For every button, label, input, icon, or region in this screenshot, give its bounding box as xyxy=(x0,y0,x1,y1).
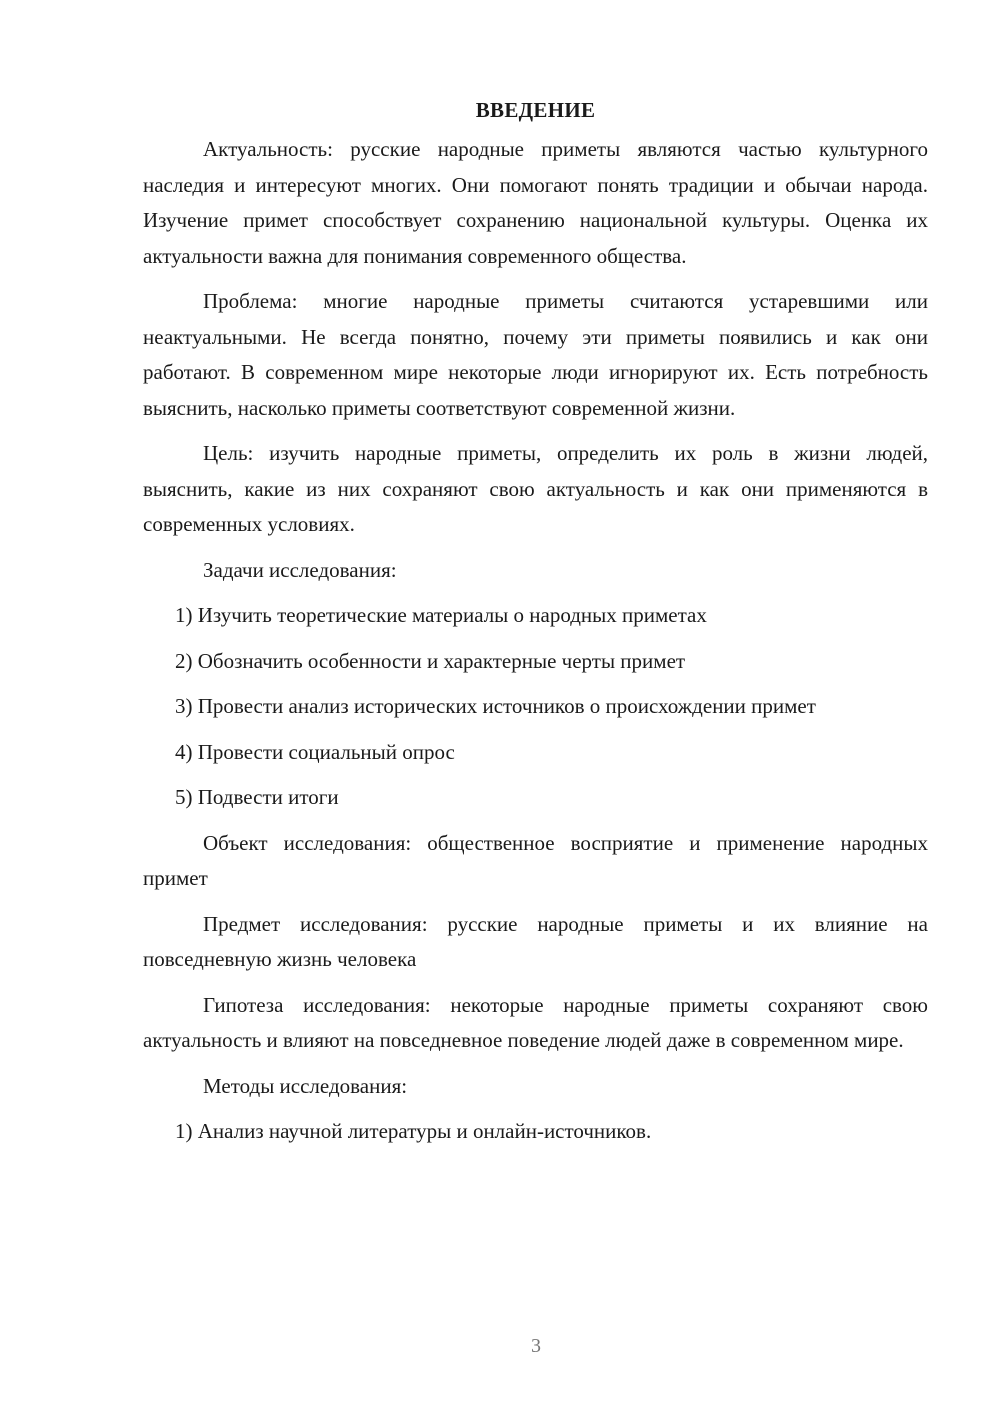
page-number: 3 xyxy=(531,1335,541,1357)
page-content xyxy=(143,92,928,1160)
task-item-5: 5) Подвести итоги xyxy=(175,785,339,809)
method-item-1: 1) Анализ научной литературы и онлайн-источников. xyxy=(175,1119,652,1143)
tasks-heading: Задачи исследования: xyxy=(203,557,397,582)
methods-heading: Методы исследования: xyxy=(203,1073,408,1098)
subject-paragraph: Предмет исследования: русские народные приметы и их влияние на повседневную жизнь человека xyxy=(143,911,928,971)
hypothesis-paragraph: Гипотеза исследования: некоторые народные приметы сохраняют свою актуальность и влияют на повседневное поведение людей даже в современном мире. xyxy=(143,992,928,1052)
task-item-3: 3) Провести анализ исторических источников о происхождении примет xyxy=(175,694,816,718)
object-paragraph: Объект исследования: общественное восприятие и применение народных примет xyxy=(143,830,928,890)
task-item-1: 1) Изучить теоретические материалы о народных приметах xyxy=(175,603,707,627)
goal-paragraph: Цель: изучить народные приметы, определить их роль в жизни людей, выяснить, какие из них сохраняют свою актуальность и как они применяются в современных условиях. xyxy=(143,441,928,536)
relevance-paragraph: Актуальность: русские народные приметы являются частью культурного наследия и интересуют многих. Они помогают понять традиции и обычаи народа. Изучение примет способствует сохранению национальной культуры. Оценка их актуальности важна для понимания современного общества. xyxy=(143,137,928,268)
task-item-2: 2) Обозначить особенности и характерные черты примет xyxy=(175,648,686,673)
task-item-4: 4) Провести социальный опрос xyxy=(175,739,455,764)
page-title: ВВЕДЕНИЕ xyxy=(475,98,596,122)
problem-paragraph: Проблема: многие народные приметы считаются устаревшими или неактуальными. Не всегда понятно, почему эти приметы появились и как они работают. В современном мире некоторые люди игнорируют их. Есть потребность выяснить, насколько приметы соответствуют современной жизни. xyxy=(143,289,928,420)
